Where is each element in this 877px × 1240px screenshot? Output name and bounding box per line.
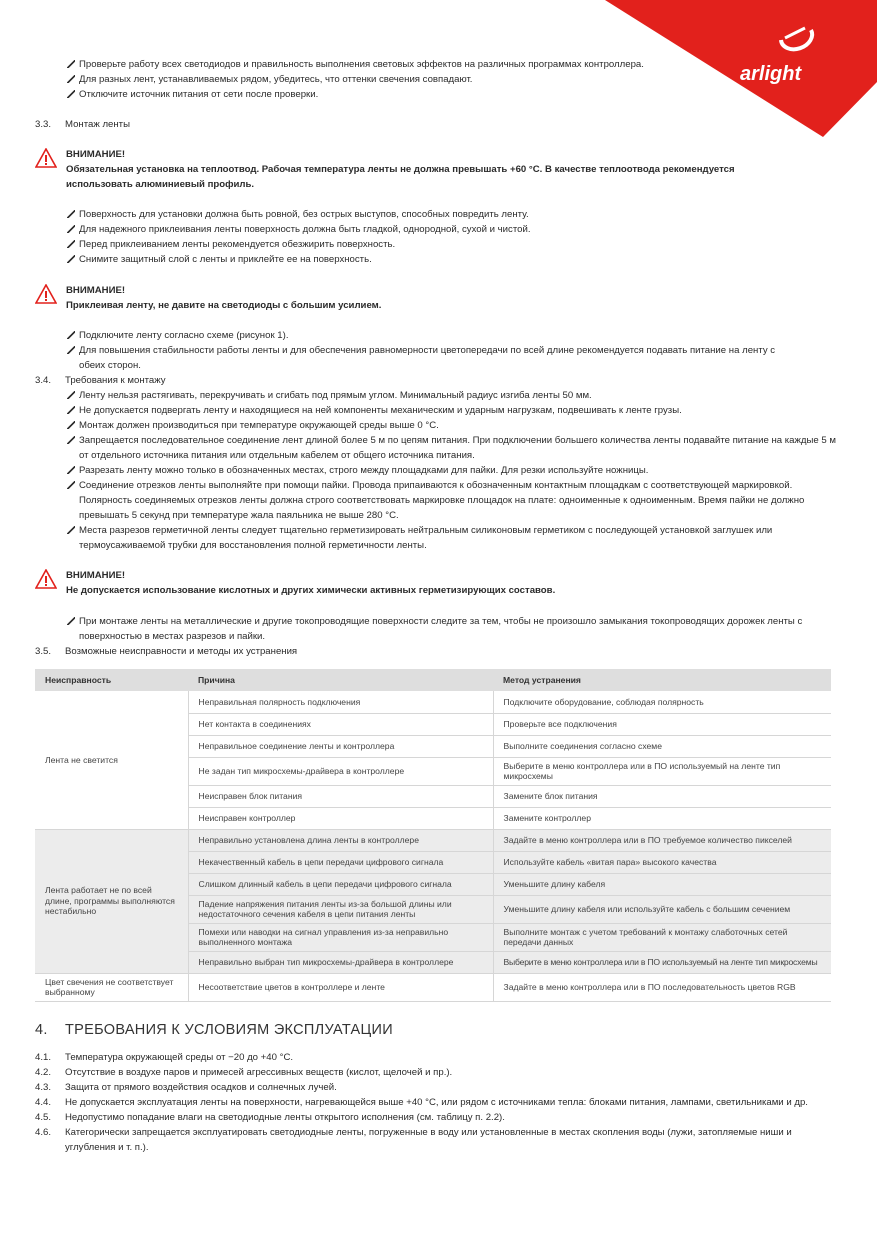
list-item: Проверьте работу всех светодиодов и правильность выполнения световых эффектов на различных программах контроллера.	[66, 57, 646, 72]
fix-cell: Уменьшите длину кабеля	[493, 873, 831, 895]
warning-icon	[35, 569, 57, 589]
cause-cell: Слишком длинный кабель в цепи передачи цифрового сигнала	[188, 873, 493, 895]
warning-title: ВНИМАНИЕ!	[66, 149, 126, 160]
cause-cell: Неисправен контроллер	[188, 807, 493, 829]
section-4-list	[35, 1050, 830, 1155]
cause-cell: Неисправен блок питания	[188, 785, 493, 807]
fix-cell: Уменьшите длину кабеля или используйте кабель с большим сечением	[493, 895, 831, 923]
fix-cell: Замените контроллер	[493, 807, 831, 829]
fix-cell: Задайте в меню контроллера или в ПО последовательность цветов RGB	[493, 973, 831, 1001]
fault-cell: Цвет свечения не соответствует выбранному	[35, 973, 188, 1001]
table-row	[35, 829, 831, 851]
list-item: Соединение отрезков ленты выполняйте при помощи пайки. Провода припаиваются к обозначенным контактным площадкам с соответствующей маркировкой. Полярность соединяемых отрезков ленты должна строго соответствовать маркировке площадок на плате: одноименные к одноименным. Время пайки не должно превышать 5 секунд при температуре жала паяльника не выше 280 °С.	[66, 478, 836, 523]
list-item: Перед приклеиванием ленты рекомендуется обезжирить поверхность.	[66, 237, 806, 252]
warning-text: Приклеивая ленту, не давите на светодиоды с большим усилием.	[66, 300, 382, 311]
list-item: При монтаже ленты на металлические и другие токопроводящие поверхности следите за тем, чтобы не произошло замыкания токопроводящих дорожек ленты с поверхностью в местах разрезов и пайки.	[66, 614, 806, 644]
section-3-4: 3.4. Требования к монтажу	[35, 375, 166, 386]
faults-table	[35, 669, 831, 1002]
cause-cell: Не задан тип микросхемы-драйвера в контроллере	[188, 757, 493, 785]
fault-cell: Лента не светится	[35, 691, 188, 829]
column-header: Метод устранения	[493, 669, 831, 691]
list-item: 4.6. Категорически запрещается эксплуатировать светодиодные ленты, погруженные в воду или установленные в местах скопления воды (лужи, затопляемые ниши и углубления и т. п.).	[35, 1127, 792, 1153]
table-row	[35, 973, 831, 1001]
top-bullets	[66, 57, 646, 102]
cause-cell: Неправильно выбран тип микросхемы-драйвера в контроллере	[188, 951, 493, 973]
cause-cell: Неправильное соединение ленты и контроллера	[188, 735, 493, 757]
cause-cell: Неправильно установлена длина ленты в контроллере	[188, 829, 493, 851]
fix-cell: Выберите в меню контроллера или в ПО используемый на ленте тип микросхемы	[493, 951, 831, 973]
list-item: Отключите источник питания от сети после проверки.	[66, 87, 646, 102]
cause-cell: Нет контакта в соединениях	[188, 713, 493, 735]
warning-title: ВНИМАНИЕ!	[66, 570, 126, 581]
list-item: 4.4. Не допускается эксплуатация ленты на поверхности, нагревающейся выше +40 °С, или рядом с источниками тепла: блоками питания, лампами, светильниками и др.	[35, 1097, 808, 1108]
warning-block	[35, 147, 775, 192]
fix-cell: Подключите оборудование, соблюдая полярность	[493, 691, 831, 713]
list-item: Запрещается последовательное соединение лент длиной более 5 м по цепям питания. При подключении большего количества ленты подавайте питание на каждые 5 м от отдельного источника питания или отдельным кабелем от общего источника питания.	[66, 433, 836, 463]
brand-name: arlight	[740, 63, 802, 85]
cause-cell: Неправильная полярность подключения	[188, 691, 493, 713]
list-item: Снимите защитный слой с ленты и приклейте ее на поверхность.	[66, 252, 806, 267]
fix-cell: Выполните монтаж с учетом требований к монтажу слаботочных сетей передачи данных	[493, 923, 831, 951]
table-row	[35, 691, 831, 713]
fix-cell: Выполните соединения согласно схеме	[493, 735, 831, 757]
warning-block	[35, 568, 775, 598]
table-header-row	[35, 669, 831, 691]
mount-bullets	[66, 207, 806, 267]
list-item: Места разрезов герметичной ленты следует тщательно герметизировать нейтральным силиконовым герметиком с последующей установкой заглушек или термоусаживаемой трубки для восстановления полной герметичности ленты.	[66, 523, 836, 553]
list-item: 4.2. Отсутствие в воздухе паров и примесей агрессивных веществ (кислот, щелочей и пр.).	[35, 1067, 453, 1078]
fix-cell: Выберите в меню контроллера или в ПО используемый на ленте тип микросхемы	[493, 757, 831, 785]
fix-cell: Задайте в меню контроллера или в ПО требуемое количество пикселей	[493, 829, 831, 851]
metal-bullets	[66, 614, 806, 644]
warning-text: Обязательная установка на теплоотвод. Рабочая температура ленты не должна превышать +60 °С. В качестве теплоотвода рекомендуется использовать алюминиевый профиль.	[66, 164, 735, 190]
warning-icon	[35, 148, 57, 168]
list-item: Разрезать ленту можно только в обозначенных местах, строго между площадками для пайки. Для резки используйте ножницы.	[66, 463, 836, 478]
cause-cell: Падение напряжения питания ленты из-за большой длины или недостаточного сечения кабеля в цепи питания ленты	[188, 895, 493, 923]
warning-title: ВНИМАНИЕ!	[66, 285, 126, 296]
fault-cell: Лента работает не по всей длине, программы выполняются нестабильно	[35, 829, 188, 973]
list-item: Ленту нельзя растягивать, перекручивать и сгибать под прямым углом. Минимальный радиус изгиба ленты 50 мм.	[66, 388, 836, 403]
warning-icon	[35, 284, 57, 304]
column-header: Причина	[188, 669, 493, 691]
list-item: Для надежного приклеивания ленты поверхность должна быть гладкой, однородной, сухой и чистой.	[66, 222, 806, 237]
warning-block	[35, 283, 775, 313]
section-4-heading: 4. ТРЕБОВАНИЯ К УСЛОВИЯМ ЭКСПЛУАТАЦИИ	[35, 1022, 393, 1038]
list-item: 4.1. Температура окружающей среды от −20 до +40 °С.	[35, 1052, 294, 1063]
list-item: Для разных лент, устанавливаемых рядом, убедитесь, что оттенки свечения совпадают.	[66, 72, 646, 87]
cause-cell: Некачественный кабель в цепи передачи цифрового сигнала	[188, 851, 493, 873]
cause-cell: Несоответствие цветов в контроллере и ленте	[188, 973, 493, 1001]
fix-cell: Проверьте все подключения	[493, 713, 831, 735]
list-item: Монтаж должен производиться при температуре окружающей среды выше 0 °С.	[66, 418, 836, 433]
list-item: 4.3. Защита от прямого воздействия осадков и солнечных лучей.	[35, 1082, 337, 1093]
list-item: Не допускается подвергать ленту и находящиеся на ней компоненты механическим и ударным нагрузкам, подвешивать к ленте грузы.	[66, 403, 836, 418]
warning-text: Не допускается использование кислотных и других химически активных герметизирующих составов.	[66, 585, 556, 596]
column-header: Неисправность	[35, 669, 188, 691]
section-3-3: 3.3. Монтаж ленты	[35, 119, 130, 130]
fix-cell: Используйте кабель «витая пара» высокого качества	[493, 851, 831, 873]
list-item: Подключите ленту согласно схеме (рисунок 1).	[66, 328, 786, 343]
requirements-bullets	[66, 388, 836, 553]
list-item: Для повышения стабильности работы ленты и для обеспечения равномерности цветопередачи по всей длине рекомендуется подавать питание на ленту с обеих сторон.	[66, 343, 786, 373]
fix-cell: Замените блок питания	[493, 785, 831, 807]
list-item: Поверхность для установки должна быть ровной, без острых выступов, способных повредить ленту.	[66, 207, 806, 222]
connect-bullets	[66, 328, 786, 373]
list-item: 4.5. Недопустимо попадание влаги на светодиодные ленты открытого исполнения (см. таблицу п. 2.2).	[35, 1112, 505, 1123]
cause-cell: Помехи или наводки на сигнал управления из-за неправильно выполненного монтажа	[188, 923, 493, 951]
section-3-5: 3.5. Возможные неисправности и методы их устранения	[35, 646, 298, 657]
